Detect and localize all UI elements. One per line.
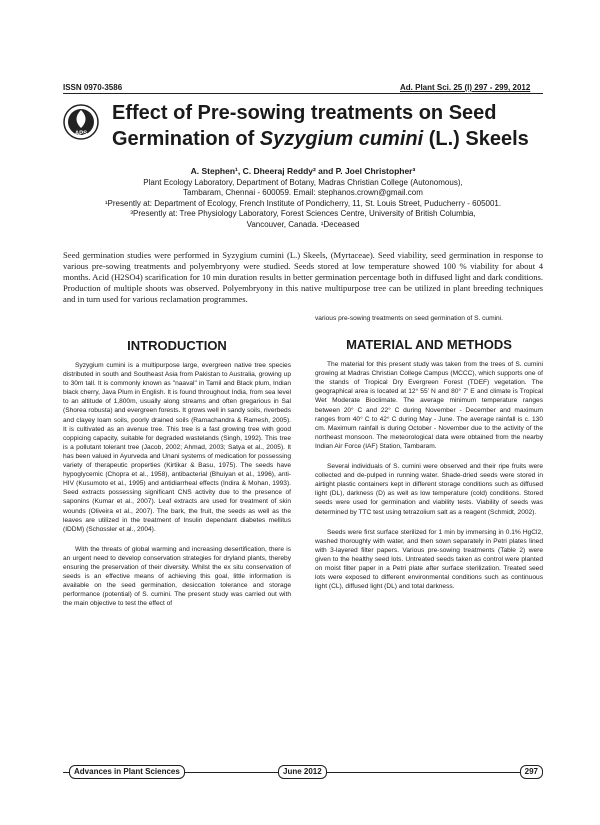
intro-continuation: various pre-sowing treatments on seed germination of S. cumini.	[315, 315, 504, 322]
header-rule	[63, 93, 543, 94]
right-column	[315, 314, 543, 602]
intro-paragraph-1: Syzygium cumini is a multipurpose large, evergreen native tree species distributed in south and Southeast Asia from Pakistan to Australia, growing up to 30m tall. It is commonly known as "naaval" in Tamil and Black plum, Indian black cherry, Java Plum in English. It is found throughout India, from sea level to an altitude of 1,800m, usually along streams and often gregarious in Sal (Shorea robusta) and evergreen forests. It grows well in sandy soils, riverbeds and clayey loam soils, poorly drained soils (Ramachandra & Ramesh, 2005). It is cultivated as an avenue tree. This tree is a fast growing tree with good coppicing capacity, suitable for degraded wastelands (Singh, 1992). This tree is a pollutant tolerant tree (Jacob, 2002; Ahmad, 2003; Satya et al., 2005). It has been valued in Ayurveda and Unani systems of medication for possessing variety of therapeutic properties (Kirtikar & Basu, 1975). The seeds have hypoglycemic (Chopra et al., 1958), antibacterial (Bhuiyan et al., 1996), anti-HIV (Kusumoto et al., 1995) and antidiarrheal effects (Indira & Mohan, 1993). Seed extracts possessing significant CNS activity due to the presence of saponins (Kumar et al., 2007). Leaf extracts are used for treatment of skin wounds (Oliveira et al., 2007). The bark, the fruit, the seeds as well as the leaves are utilized in the treatment of Insulin dependant diabetes mellitus (IDDM) (Schossler et al., 2004).	[63, 362, 291, 533]
authors: A. Stephen¹, C. Dheeraj Reddy² and P. Joel Christopher³	[190, 166, 416, 176]
affiliation-line: ¹Presently at: Department of Ecology, French Institute of Pondicherry, 11, St. Louis Street, Puducherry - 605001.	[104, 198, 502, 208]
journal-reference: Ad. Plant Sci. 25 (I) 297 - 299, 2012	[400, 83, 531, 92]
title-part-2: (L.) Skeels	[423, 128, 529, 150]
issn: ISSN 0970-3586	[63, 83, 123, 92]
methods-heading: MATERIAL AND METHODS	[346, 337, 512, 353]
aps-logo	[63, 104, 99, 140]
methods-paragraph-3: Seeds were first surface sterilized for 1 min by immersing in 0.1% HgCl2, washed thoroughly with water, and then sown separately in Petri plates lined with 3-layered filter papers. Various pre-sowing treatments (Table 2) were given to the healthy seed lots. Untreated seeds taken as control were planted on moist filter paper in a Petri plate after surface sterilization. Treated seed lots were exposed to different environmental conditions such as continuous light (CL), diffused light (DL) and total darkness.	[315, 528, 543, 591]
title-part-1: Effect of Pre-sowing treatments on Seed Germination of	[112, 102, 497, 150]
footer-journal: Advances in Plant Sciences	[69, 765, 185, 779]
introduction-heading: INTRODUCTION	[127, 338, 227, 353]
title-species: Syzygium cumini	[259, 128, 424, 150]
intro-paragraph-2: With the threats of global warming and increasing desertification, there is an urgent need to develop conservation strategies for dryland plants, thereby ensuring the preservation of their diversity. Whilst the ex situ conservation of seeds is an effective means of achieving this goal, little information is available on the seed germination, desiccation tolerance and storage performance (potential) of S. cumini. The present study was carried out with the main objective to test the effect of	[63, 545, 291, 608]
affiliation-line: ³Presently at: Tree Physiology Laboratory, Forest Sciences Centre, University of British Columbia,	[130, 209, 476, 219]
page-number: 297	[520, 765, 543, 779]
abstract: Seed germination studies were performed in Syzygium cumini (L.) Skeels, (Myrtaceae). Seed viability, seed germination in response to various pre-sowing treatments and polyembryony were studied. Seeds stored at low temperature showed 100 % viability for about 4 months. Acid (H2SO4) scarification for 10 min duration results in better germination percentage both in diffused light and dark conditions. Production of multiple shoots was observed. Polyembryony in this native multipurpose tree can be utilized in plant breeding techniques and in turn used for various reclamation programmes.	[63, 250, 543, 304]
affiliation-line: Plant Ecology Laboratory, Department of Botany, Madras Christian College (Autonomous),	[143, 178, 463, 187]
left-column	[63, 338, 291, 619]
paper-title	[112, 100, 552, 152]
affiliation-line: Vancouver, Canada. ¹Deceased	[246, 219, 360, 229]
page-footer	[63, 765, 543, 779]
aps-logo-text: APS	[74, 131, 88, 137]
footer-date: June 2012	[278, 765, 327, 779]
methods-paragraph-2: Several individuals of S. cumini were observed and their ripe fruits were collected and de-pulped in running water. Shade-dried seeds were stored in airtight plastic containers kept in different storage conditions such as diffused light (DL), darkness (D) as well as low temperature (cold) conditions. Stored seeds were used for germination and viability tests. Viability of seeds was determined by TTC test using tetrazolium salt as a reagent (Schmidt, 2002).	[315, 463, 543, 516]
methods-paragraph-1: The material for this present study was taken from the trees of S. cumini growing at Madras Christian College Campus (MCCC), which supports one of the stands of Tropical Dry Evergreen Forest (TDEF) vegetation. The geographical area is located at 12° 55' N and 80° 7' E and climate is Tropical Wet Moderate Bioclimate. The average minimum temperature ranges between 20° C and 22° C during November - December and maximum ranges from 40° C to 42° C during May - June. The average rainfall is c. 130 cm. Maximum rainfall is during October - November due to the activity of the northeast monsoon. The meteorological data were obtained from the nearby Indian Air Force (IAF) Station, Tambaram.	[315, 361, 543, 450]
affiliation-line: Tambaram, Chennai - 600059. Email: stephanos.crown@gmail.com	[183, 188, 423, 198]
affiliations	[63, 178, 543, 230]
